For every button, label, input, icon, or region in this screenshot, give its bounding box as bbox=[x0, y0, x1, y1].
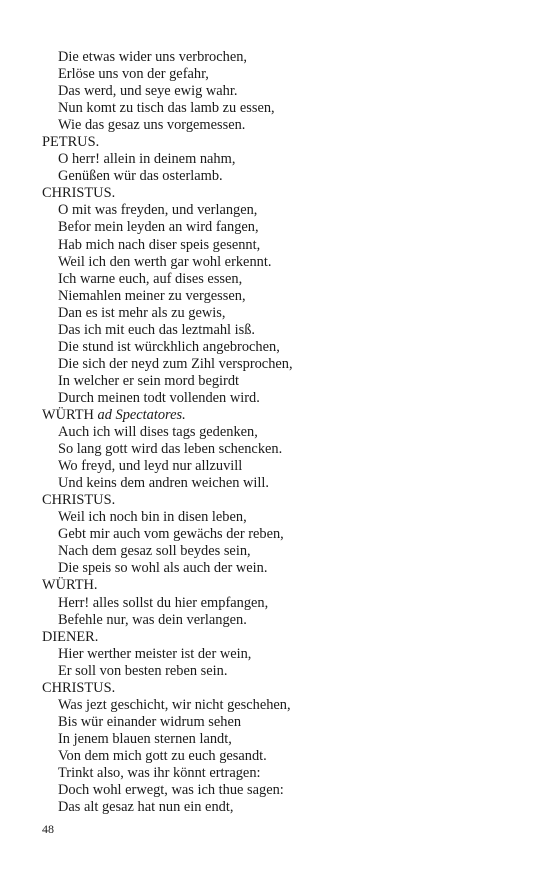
verse-text: Was jezt geschicht, wir nicht geschehen, bbox=[58, 696, 291, 713]
verse-text: O herr! allein in deinem nahm, bbox=[58, 151, 236, 168]
verse-line bbox=[42, 714, 522, 731]
verse-line bbox=[42, 595, 522, 612]
verse-text: Er soll von besten reben sein. bbox=[58, 662, 228, 679]
verse-line bbox=[42, 424, 522, 441]
verse-text: Erlöse uns von der gefahr, bbox=[58, 66, 209, 83]
verse-line bbox=[42, 560, 522, 577]
verse-line bbox=[42, 100, 522, 117]
verse-line bbox=[42, 509, 522, 526]
verse-text: Die sich der neyd zum Zihl versprochen, bbox=[58, 355, 293, 372]
speaker-name bbox=[42, 577, 522, 594]
verse-text: Wie das gesaz uns vorgemessen. bbox=[58, 117, 246, 134]
verse-line bbox=[42, 663, 522, 680]
verse-text: Hier werther meister ist der wein, bbox=[58, 645, 252, 662]
verse-text: So lang gott wird das leben schencken. bbox=[58, 441, 283, 458]
verse-line bbox=[42, 646, 522, 663]
verse-line bbox=[42, 83, 522, 100]
verse-text: In jenem blauen sternen landt, bbox=[58, 730, 232, 747]
verse-line bbox=[42, 322, 522, 339]
verse-text: Das werd, und seye ewig wahr. bbox=[58, 83, 238, 100]
verse-line bbox=[42, 697, 522, 714]
speaker-name bbox=[42, 629, 522, 646]
verse-line bbox=[42, 458, 522, 475]
speaker-label: DIENER. bbox=[42, 628, 99, 645]
verse-line bbox=[42, 748, 522, 765]
verse-line bbox=[42, 799, 522, 816]
verse-line bbox=[42, 117, 522, 134]
verse-text: Weil ich noch bin in disen leben, bbox=[58, 509, 247, 526]
verse-text: Ich warne euch, auf dises essen, bbox=[58, 270, 243, 287]
verse-text: Gebt mir auch vom gewächs der reben, bbox=[58, 526, 284, 543]
verse-text: Bis wür einander widrum sehen bbox=[58, 713, 242, 730]
verse-line bbox=[42, 543, 522, 560]
verse-text: Genüßen wür das osterlamb. bbox=[58, 168, 223, 185]
verse-text: Niemahlen meiner zu vergessen, bbox=[58, 287, 246, 304]
verse-text: Von dem mich gott zu euch gesandt. bbox=[58, 747, 267, 764]
verse-text: In welcher er sein mord begirdt bbox=[58, 372, 240, 389]
verse-text: Trinkt also, was ihr könnt ertragen: bbox=[58, 764, 261, 781]
play-text-page bbox=[42, 49, 522, 816]
speaker-label: CHRISTUS. bbox=[42, 679, 116, 696]
verse-text: Herr! alles sollst du hier empfangen, bbox=[58, 594, 269, 611]
verse-text: Die stund ist würckhlich angebrochen, bbox=[58, 338, 280, 355]
verse-text: Befehle nur, was dein verlangen. bbox=[58, 611, 247, 628]
verse-text: Doch wohl erwegt, was ich thue sagen: bbox=[58, 782, 284, 799]
verse-text: O mit was freyden, und verlangen, bbox=[58, 202, 258, 219]
speaker-name bbox=[42, 680, 522, 697]
speaker-name bbox=[42, 407, 522, 424]
verse-text: Durch meinen todt vollenden wird. bbox=[58, 389, 260, 406]
verse-line bbox=[42, 271, 522, 288]
verse-line bbox=[42, 731, 522, 748]
verse-text: Nun komt zu tisch das lamb zu essen, bbox=[58, 100, 275, 117]
verse-text: Nach dem gesaz soll beydes sein, bbox=[58, 543, 251, 560]
verse-line bbox=[42, 66, 522, 83]
verse-line bbox=[42, 782, 522, 799]
verse-text: Befor mein leyden an wird fangen, bbox=[58, 219, 259, 236]
verse-line bbox=[42, 356, 522, 373]
speaker-label: CHRISTUS. bbox=[42, 185, 116, 202]
verse-text: Das ich mit euch das leztmahl isß. bbox=[58, 321, 256, 338]
verse-text: Die speis so wohl als auch der wein. bbox=[58, 560, 268, 577]
verse-line bbox=[42, 390, 522, 407]
verse-line bbox=[42, 765, 522, 782]
verse-line bbox=[42, 612, 522, 629]
stage-direction: ad Spectatores. bbox=[97, 406, 186, 423]
verse-line bbox=[42, 237, 522, 254]
verse-line bbox=[42, 475, 522, 492]
verse-text: Dan es ist mehr als zu gewis, bbox=[58, 304, 226, 321]
verse-text: Auch ich will dises tags gedenken, bbox=[58, 424, 258, 441]
speaker-label: WÜRTH. bbox=[42, 577, 98, 594]
verse-line bbox=[42, 254, 522, 271]
verse-line bbox=[42, 202, 522, 219]
verse-line bbox=[42, 526, 522, 543]
speaker-label: PETRUS. bbox=[42, 134, 100, 151]
speaker-label: WÜRTH bbox=[42, 406, 94, 423]
verse-text: Hab mich nach diser speis gesennt, bbox=[58, 236, 261, 253]
verse-line bbox=[42, 288, 522, 305]
speaker-name bbox=[42, 134, 522, 151]
speaker-name bbox=[42, 492, 522, 509]
verse-line bbox=[42, 49, 522, 66]
verse-line bbox=[42, 305, 522, 322]
verse-line bbox=[42, 441, 522, 458]
verse-text: Das alt gesaz hat nun ein endt, bbox=[58, 799, 234, 816]
verse-text: Und keins dem andren weichen will. bbox=[58, 475, 270, 492]
verse-line bbox=[42, 219, 522, 236]
verse-line bbox=[42, 168, 522, 185]
page-number: 48 bbox=[42, 822, 54, 836]
speaker-name bbox=[42, 185, 522, 202]
verse-line bbox=[42, 339, 522, 356]
verse-text: Wo freyd, und leyd nur allzuvill bbox=[58, 458, 243, 475]
verse-line bbox=[42, 373, 522, 390]
verse-text: Die etwas wider uns verbrochen, bbox=[58, 49, 248, 65]
verse-line bbox=[42, 151, 522, 168]
speaker-label: CHRISTUS. bbox=[42, 492, 116, 509]
verse-text: Weil ich den werth gar wohl erkennt. bbox=[58, 253, 272, 270]
